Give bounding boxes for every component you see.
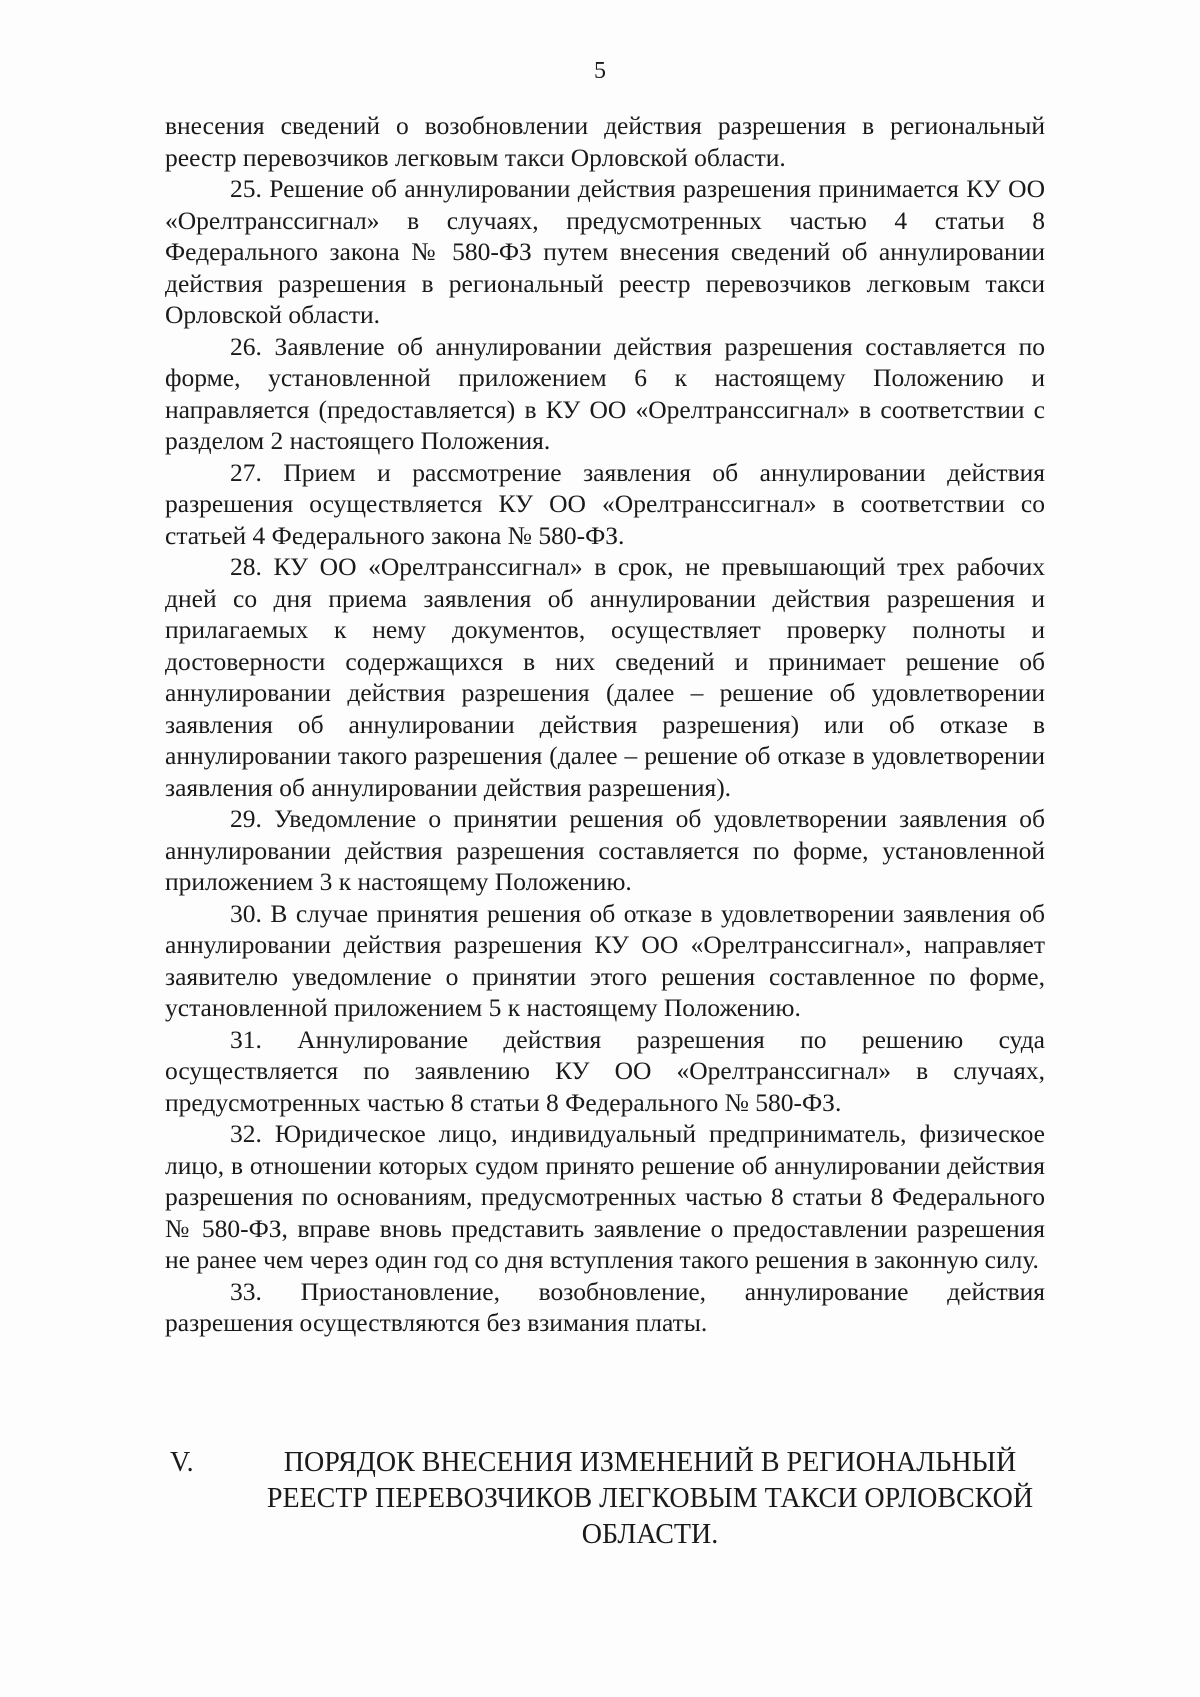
paragraph-29: 29. Уведомление о принятии решения об удовлетворении заявления об аннулировании действия разрешения составляется по форме, установленной приложением 3 к настоящему Положению. [165,804,1045,896]
paragraph-32: 32. Юридическое лицо, индивидуальный предприниматель, физическое лицо, в отношении которых судом принято решение об аннулировании действия разрешения по основаниям, предусмотренных частью 8 статьи 8 Федерального № 580-ФЗ, вправе вновь представить заявление о предоставлении разрешения не ранее чем через один год со дня вступления такого решения в законную силу. [165,1119,1045,1274]
paragraph-28: 28. КУ ОО «Орелтранссигнал» в срок, не превышающий трех рабочих дней со дня приема заявления об аннулировании действия разрешения и прилагаемых к нему документов, осуществляет проверку полноты и достоверности содержащихся в них сведений и принимает решение об аннулировании действия разрешения (далее – решение об удовлетворении заявления об аннулировании действия разрешения) или об отказе в аннулировании такого разрешения (далее – решение об отказе в удовлетворении заявления об аннулировании действия разрешения). [165,552,1045,802]
section-number: V. [170,1447,194,1478]
paragraph-27: 27. Прием и рассмотрение заявления об аннулировании действия разрешения осуществляется КУ ОО «Орелтранссигнал» в соответствии со статьей 4 Федерального закона № 580-ФЗ. [165,457,1045,550]
paragraph-31: 31. Аннулирование действия разрешения по решению суда осуществляется по заявлению КУ ОО «Орелтранссигнал» в случаях, предусмотренных частью 8 статьи 8 Федерального № 580-ФЗ. [165,1024,1045,1117]
paragraph-continuation: внесения сведений о возобновлении действия разрешения в региональный реестр перевозчиков легковым такси Орловской области. [165,111,1045,172]
paragraph-26: 26. Заявление об аннулировании действия разрешения составляется по форме, установленной приложением 6 к настоящему Положению и направляется (предоставляется) в КУ ОО «Орелтранссигнал» в соответствии с разделом 2 настоящего Положения. [165,331,1045,455]
section-title: ПОРЯДОК ВНЕСЕНИЯ ИЗМЕНЕНИЙ В РЕГИОНАЛЬНЫЙ РЕЕСТР ПЕРЕВОЗЧИКОВ ЛЕГКОВЫМ ТАКСИ ОРЛОВСКОЙ ОБЛАСТИ. [266,1447,1034,1550]
page-number: 5 [594,58,606,84]
paragraph-30: 30. В случае принятия решения об отказе в удовлетворении заявления об аннулировании действия разрешения КУ ОО «Орелтранссигнал», направляет заявителю уведомление о принятии этого решения составленное по форме, установленной приложением 5 к настоящему Положению. [165,898,1045,1022]
paragraph-25: 25. Решение об аннулировании действия разрешения принимается КУ ОО «Орелтранссигнал» в случаях, предусмотренных частью 4 статьи 8 Федерального закона № 580-ФЗ путем внесения сведений об аннулировании действия разрешения в региональный реестр перевозчиков легковым такси Орловской области. [165,174,1045,329]
document-body [165,110,1045,1339]
section-heading [170,1445,1100,1553]
paragraph-33: 33. Приостановление, возобновление, аннулирование действия разрешения осуществляются без взимания платы. [165,1276,1045,1337]
